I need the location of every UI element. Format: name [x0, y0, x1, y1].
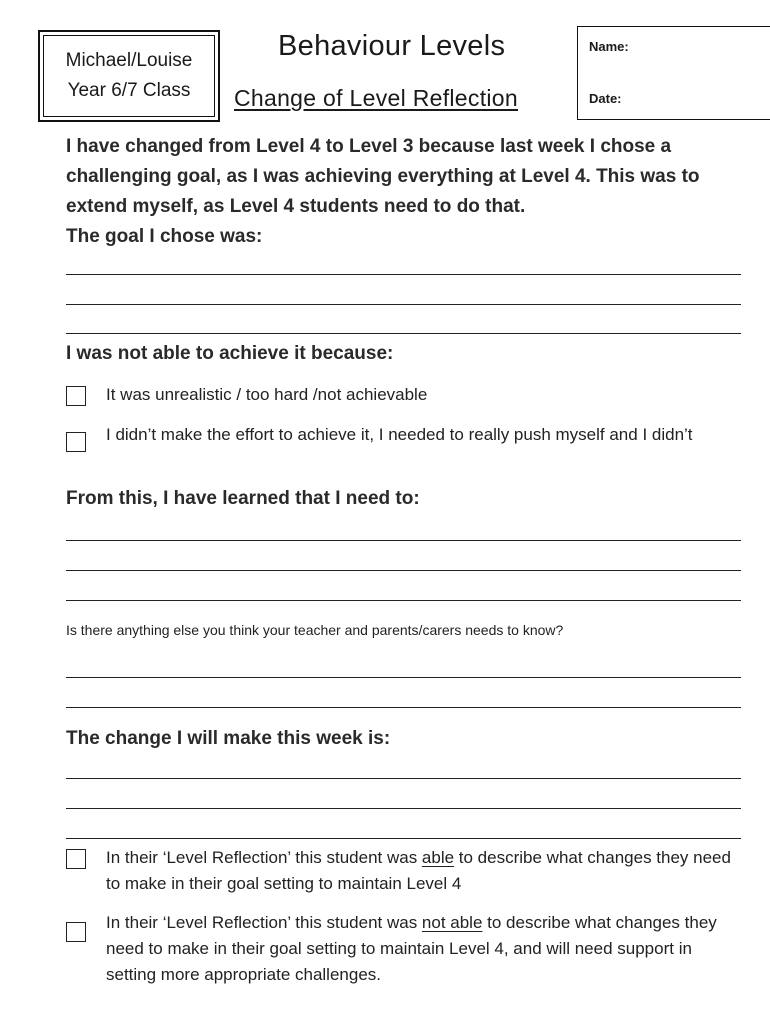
learned-answer-line-2[interactable] — [66, 570, 741, 571]
no-effort-option-label: I didn’t make the effort to achieve it, I needed to really push myself and I didn’t — [106, 425, 693, 444]
change-answer-line-2[interactable] — [66, 808, 741, 809]
goal-answer-line-1[interactable] — [66, 274, 741, 275]
able-emphasis: able — [421, 848, 455, 867]
goal-answer-line-2[interactable] — [66, 304, 741, 305]
change-heading: The change I will make this week is: — [66, 728, 391, 749]
class-teachers: Michael/Louise — [65, 50, 193, 71]
class-box — [38, 30, 220, 122]
anything-else-question: Is there anything else you think your teacher and parents/carers needs to know? — [66, 622, 564, 638]
no-effort-checkbox[interactable] — [66, 432, 86, 452]
page-title: Behaviour Levels — [278, 30, 506, 62]
unrealistic-checkbox[interactable] — [66, 386, 86, 406]
change-answer-line-3[interactable] — [66, 838, 741, 839]
not-able-emphasis: not able — [421, 913, 483, 932]
name-label: Name: — [589, 39, 629, 54]
change-answer-line-1[interactable] — [66, 778, 741, 779]
page-subtitle: Change of Level Reflection — [234, 85, 518, 111]
goal-prompt: The goal I chose was: — [66, 226, 263, 247]
learned-answer-line-1[interactable] — [66, 540, 741, 541]
class-box-inner — [43, 35, 215, 117]
unrealistic-option-label: It was unrealistic / too hard /not achievable — [106, 385, 428, 404]
not-able-option-label — [106, 910, 746, 988]
not-able-text-after: to describe what changes they need to make in their goal setting to maintain Level 4, and will need support in setting more appropriate challenges. — [106, 913, 717, 984]
able-checkbox[interactable] — [66, 849, 86, 869]
able-text-after: to describe what changes they need to make in their goal setting to maintain Level 4 — [106, 848, 731, 893]
not-achieved-heading: I was not able to achieve it because: — [66, 343, 394, 364]
learned-heading: From this, I have learned that I need to: — [66, 488, 420, 509]
date-label: Date: — [589, 91, 622, 106]
able-option-label — [106, 845, 746, 897]
anything-else-line-2[interactable] — [66, 707, 741, 708]
anything-else-line-1[interactable] — [66, 677, 741, 678]
class-year: Year 6/7 Class — [67, 80, 191, 101]
not-able-checkbox[interactable] — [66, 922, 86, 942]
intro-block — [66, 132, 756, 252]
learned-answer-line-3[interactable] — [66, 600, 741, 601]
goal-answer-line-3[interactable] — [66, 333, 741, 334]
intro-statement: I have changed from Level 4 to Level 3 because last week I chose a challenging goal, as I was achieving everything at Level 4. This was to extend myself, as Level 4 students need to do that. — [66, 136, 700, 217]
not-able-text-before: In their ‘Level Reflection’ this student was — [106, 913, 422, 932]
able-text-before: In their ‘Level Reflection’ this student was — [106, 848, 422, 867]
